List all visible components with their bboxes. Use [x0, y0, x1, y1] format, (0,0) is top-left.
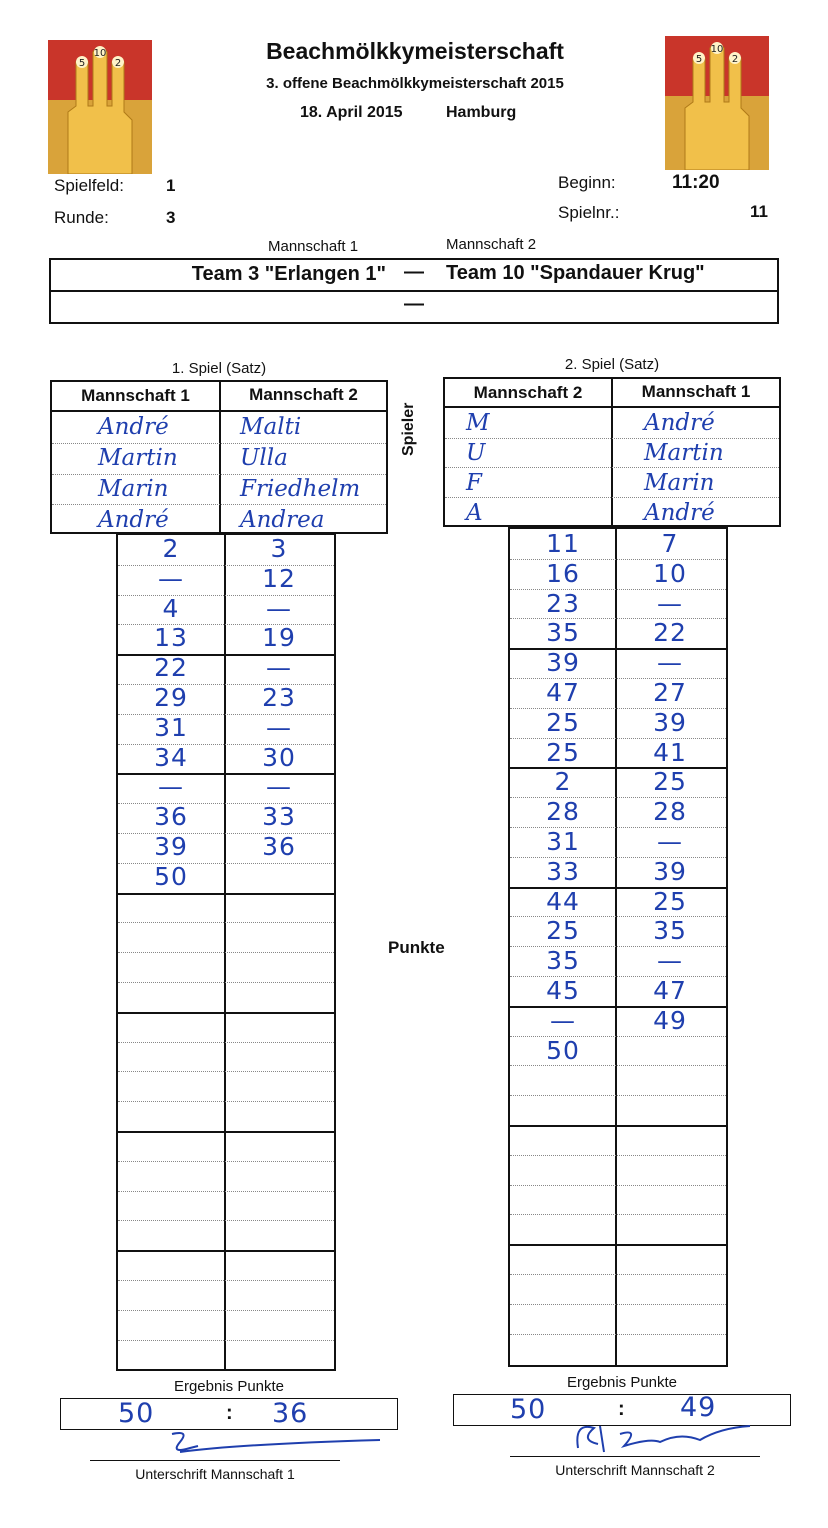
score-row-line	[118, 952, 334, 953]
score-row-line	[118, 1310, 334, 1311]
field-label: Spielfeld:	[54, 176, 124, 195]
score-row-line	[118, 1280, 334, 1281]
score-cell: 47	[546, 678, 580, 707]
score-section-line	[510, 1125, 726, 1127]
player-name: Malti	[240, 414, 302, 440]
player-name: Andrea	[240, 507, 325, 533]
score-cell: —	[158, 563, 184, 593]
score-cell: 25	[546, 707, 580, 737]
score-row-line	[118, 1101, 334, 1102]
signature2-label: Unterschrift Mannschaft 2	[555, 1462, 715, 1478]
result1-label: Ergebnis Punkte	[173, 1378, 285, 1395]
player-initial: U	[466, 440, 486, 466]
spiel1-col1-header: Mannschaft 1	[81, 386, 190, 405]
score-cell: 35	[546, 618, 580, 648]
score-cell: 44	[546, 886, 580, 916]
player-name: Martin	[644, 440, 724, 466]
result2-score2: 49	[680, 1392, 717, 1423]
score-cell: 36	[154, 802, 188, 832]
team2-name: Team 10 "Spandauer Krug"	[446, 262, 705, 284]
start-label: Beginn:	[558, 173, 616, 192]
logo-pin-5: 5	[695, 54, 703, 65]
logo-pin-2: 2	[731, 54, 739, 65]
spiel2-col2-header: Mannschaft 1	[641, 382, 751, 401]
score-cell: 28	[546, 797, 580, 827]
score-cell: —	[657, 588, 683, 618]
score-cell: 45	[546, 976, 580, 1005]
result2-colon: :	[618, 1398, 625, 1420]
tournament-logo-left	[48, 40, 152, 174]
player-initial: M	[466, 410, 490, 436]
player-name: André	[644, 410, 715, 436]
page-subtitle: 3. offene Beachmölkkymeisterschaft 2015	[266, 75, 564, 92]
score-cell: 27	[653, 678, 687, 707]
game-number-value: 11	[750, 202, 768, 221]
punkte-label: Punkte	[388, 938, 445, 957]
matchup-dash-2: —	[404, 293, 424, 315]
score-row-line	[510, 1304, 726, 1305]
score-cell: 50	[154, 861, 188, 891]
score-cell: 39	[653, 707, 687, 737]
score-row-line	[118, 1071, 334, 1072]
logo-pin-5: 5	[78, 58, 86, 69]
team2-label: Mannschaft 2	[446, 236, 537, 253]
score-cell: 12	[262, 563, 296, 593]
score-cell: 33	[546, 856, 580, 886]
signature-team2	[560, 1418, 760, 1460]
event-date: 18. April 2015	[300, 104, 403, 121]
result2-label: Ergebnis Punkte	[566, 1374, 678, 1391]
score-cell: 33	[262, 802, 296, 832]
score-cell: 39	[653, 856, 687, 886]
score-row-line	[510, 1214, 726, 1215]
score-row-line	[510, 1334, 726, 1335]
score-cell: 49	[653, 1005, 687, 1035]
round-label: Runde:	[54, 208, 109, 227]
score-cell: 7	[661, 529, 679, 558]
spiel2-col1-header: Mannschaft 2	[473, 383, 583, 402]
score-row-line	[510, 1095, 726, 1096]
matchup-divider	[51, 290, 777, 292]
score-row-line	[118, 1042, 334, 1043]
score-section-line	[118, 893, 334, 895]
game-number-label: Spielnr.:	[558, 203, 620, 222]
score-cell: 11	[546, 529, 580, 558]
player-initial: A	[466, 500, 483, 526]
matchup-dash: —	[404, 261, 424, 283]
score-cell: 16	[546, 558, 580, 588]
score-cell: 19	[262, 623, 296, 653]
score-cell: —	[657, 946, 683, 976]
score-cell: 41	[653, 737, 687, 767]
score-cell: 10	[653, 558, 687, 588]
score-cell: 39	[546, 648, 580, 678]
team1-label: Mannschaft 1	[268, 238, 359, 255]
result1-score1: 50	[118, 1398, 155, 1429]
score-cell: 35	[546, 946, 580, 976]
score-cell: 28	[653, 797, 687, 827]
player-name: Ulla	[240, 445, 288, 471]
score-cell: 25	[653, 767, 687, 797]
score-section-line	[118, 1012, 334, 1014]
score-cell: —	[266, 593, 292, 623]
player-name: Marin	[98, 476, 169, 502]
score-row-line	[510, 1155, 726, 1156]
score-cell: 3	[270, 534, 288, 563]
score-row-line	[510, 1274, 726, 1275]
score-cell: 23	[262, 683, 296, 712]
signature-team1	[150, 1428, 390, 1462]
score-cell: 25	[546, 737, 580, 767]
score-cell: —	[657, 648, 683, 678]
team1-name: Team 3 "Erlangen 1"	[191, 263, 386, 285]
score-cell: 22	[154, 653, 188, 683]
round-value: 3	[166, 208, 176, 227]
score-row-line	[118, 1340, 334, 1341]
field-value: 1	[166, 176, 176, 195]
score-row-line	[510, 1065, 726, 1066]
result2-score1: 50	[510, 1394, 547, 1425]
score-cell: 29	[154, 683, 188, 712]
player-name: André	[98, 414, 169, 440]
score-cell: —	[266, 772, 292, 802]
signature2-line	[510, 1456, 760, 1457]
score-cell: 25	[546, 916, 580, 946]
signature1-line	[90, 1460, 340, 1461]
score-cell: 34	[154, 742, 188, 772]
score-row-line	[510, 1185, 726, 1186]
score-cell: 50	[546, 1035, 580, 1065]
score-cell: —	[158, 772, 184, 802]
spiel2-title: 2. Spiel (Satz)	[564, 356, 660, 373]
player-name: Marin	[644, 470, 715, 496]
score-cell: 22	[653, 618, 687, 648]
tournament-logo-right	[665, 36, 769, 170]
score-row-line	[118, 1191, 334, 1192]
score-row-line	[118, 922, 334, 923]
score-cell: 35	[653, 916, 687, 946]
score-cell: 31	[154, 712, 188, 742]
score-cell: —	[266, 653, 292, 683]
score-cell: 2	[162, 534, 180, 563]
score-cell: 31	[546, 827, 580, 856]
result1-colon: :	[226, 1402, 233, 1424]
score-cell: —	[550, 1005, 576, 1035]
spieler-label: Spieler	[400, 402, 417, 456]
player-name: Martin	[98, 445, 178, 471]
page-title: Beachmölkkymeisterschaft	[266, 38, 564, 64]
score-row-line	[118, 982, 334, 983]
start-value: 11:20	[672, 172, 720, 193]
spiel1-title: 1. Spiel (Satz)	[171, 360, 267, 377]
result1-score2: 36	[272, 1398, 309, 1429]
logo-pin-2: 2	[114, 58, 122, 69]
score-section-line	[118, 1250, 334, 1252]
event-place: Hamburg	[446, 104, 517, 121]
score-row-line	[118, 1220, 334, 1221]
score-cell: 13	[154, 623, 188, 653]
logo-pin-10: 10	[710, 44, 724, 55]
score-row-line	[118, 1161, 334, 1162]
score-cell: 2	[554, 767, 572, 797]
score-cell: 30	[262, 742, 296, 772]
player-name: Friedhelm	[240, 476, 361, 502]
score-cell: 23	[546, 588, 580, 618]
score-cell: —	[657, 827, 683, 856]
score-cell: —	[266, 712, 292, 742]
signature1-label: Unterschrift Mannschaft 1	[135, 1466, 295, 1482]
logo-pin-10: 10	[93, 48, 107, 59]
player-name: André	[644, 500, 715, 526]
player-name: André	[98, 507, 169, 533]
player-initial: F	[466, 470, 482, 496]
score-cell: 39	[154, 832, 188, 861]
spiel1-col2-header: Mannschaft 2	[249, 385, 358, 404]
score-cell: 4	[162, 593, 180, 623]
score-section-line	[118, 1131, 334, 1133]
score-cell: 47	[653, 976, 687, 1005]
score-section-line	[510, 1244, 726, 1246]
score-cell: 25	[653, 886, 687, 916]
score-cell: 36	[262, 832, 296, 861]
